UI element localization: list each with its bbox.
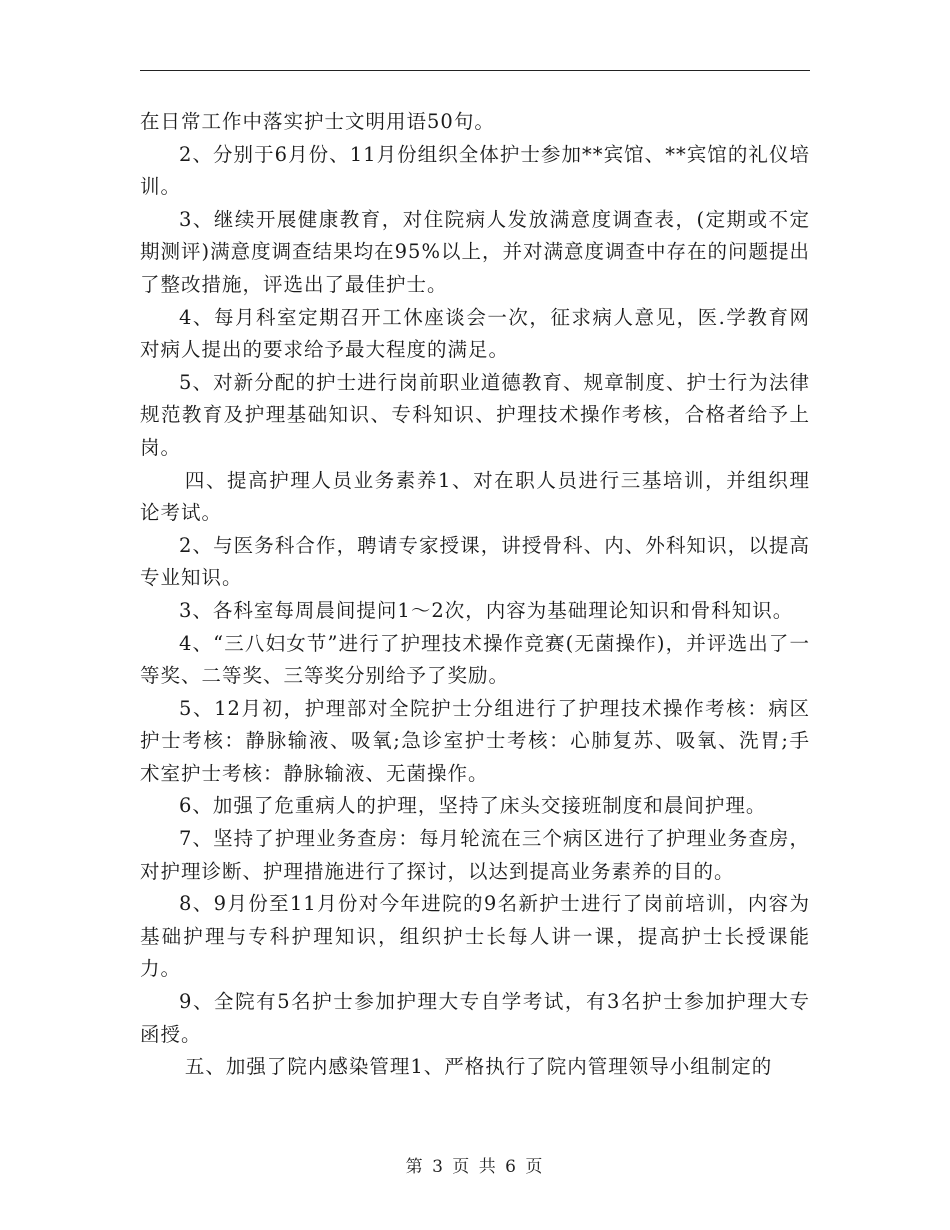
paragraph: 6、加强了危重病人的护理，坚持了床头交接班制度和晨间护理。 bbox=[179, 794, 767, 818]
paragraph: 在日常工作中落实护士文明用语50句。 bbox=[140, 110, 495, 133]
header-rule bbox=[140, 70, 810, 71]
paragraph: 4、每月科室定期召开工休座谈会一次，征求病人意见，医.学教育网对病人提出的要求给予最大程度的满足。 bbox=[140, 305, 810, 362]
document-body bbox=[140, 106, 810, 1084]
section-paragraph: 四、提高护理人员业务素养1、对在职人员进行三基培训，并组织理论考试。 bbox=[140, 468, 810, 525]
paragraph: 5、12月初，护理部对全院护士分组进行了护理技术操作考核：病区护士考核：静脉输液、吸氧;急诊室护士考核：心肺复苏、吸氧、洗胃;手术室护士考核：静脉输液、无菌操作。 bbox=[140, 696, 810, 785]
paragraph: 7、坚持了护理业务查房：每月轮流在三个病区进行了护理业务查房，对护理诊断、护理措施进行了探讨，以达到提高业务素养的目的。 bbox=[140, 827, 810, 883]
paragraph: 9、全院有5名护士参加护理大专自学考试，有3名护士参加护理大专函授。 bbox=[140, 990, 810, 1046]
paragraph: 4、“三八妇女节”进行了护理技术操作竞赛(无菌操作)，并评选出了一等奖、二等奖、三等奖分别给予了奖励。 bbox=[140, 631, 810, 688]
paragraph: 8、9月份至11月份对今年进院的9名新护士进行了岗前培训，内容为基础护理与专科护理知识，组织护士长每人讲一课，提高护士长授课能力。 bbox=[140, 892, 810, 981]
page-number: 第 3 页 共 6 页 bbox=[405, 1157, 545, 1177]
paragraph: 5、对新分配的护士进行岗前职业道德教育、规章制度、护士行为法律规范教育及护理基础知识、专科知识、护理技术操作考核，合格者给予上岗。 bbox=[140, 370, 810, 459]
paragraph: 3、各科室每周晨间提问1～2次，内容为基础理论知识和骨科知识。 bbox=[179, 598, 794, 622]
paragraph: 3、继续开展健康教育，对住院病人发放满意度调查表，(定期或不定期测评)满意度调查结果均在95%以上，并对满意度调查中存在的问题提出了整改措施，评选出了最佳护士。 bbox=[140, 207, 810, 296]
section-paragraph: 五、加强了院内感染管理1、严格执行了院内管理领导小组制定的 bbox=[184, 1055, 773, 1079]
paragraph: 2、与医务科合作，聘请专家授课，讲授骨科、内、外科知识，以提高专业知识。 bbox=[140, 533, 810, 590]
paragraph: 2、分别于6月份、11月份组织全体护士参加**宾馆、**宾馆的礼仪培训。 bbox=[140, 142, 810, 199]
